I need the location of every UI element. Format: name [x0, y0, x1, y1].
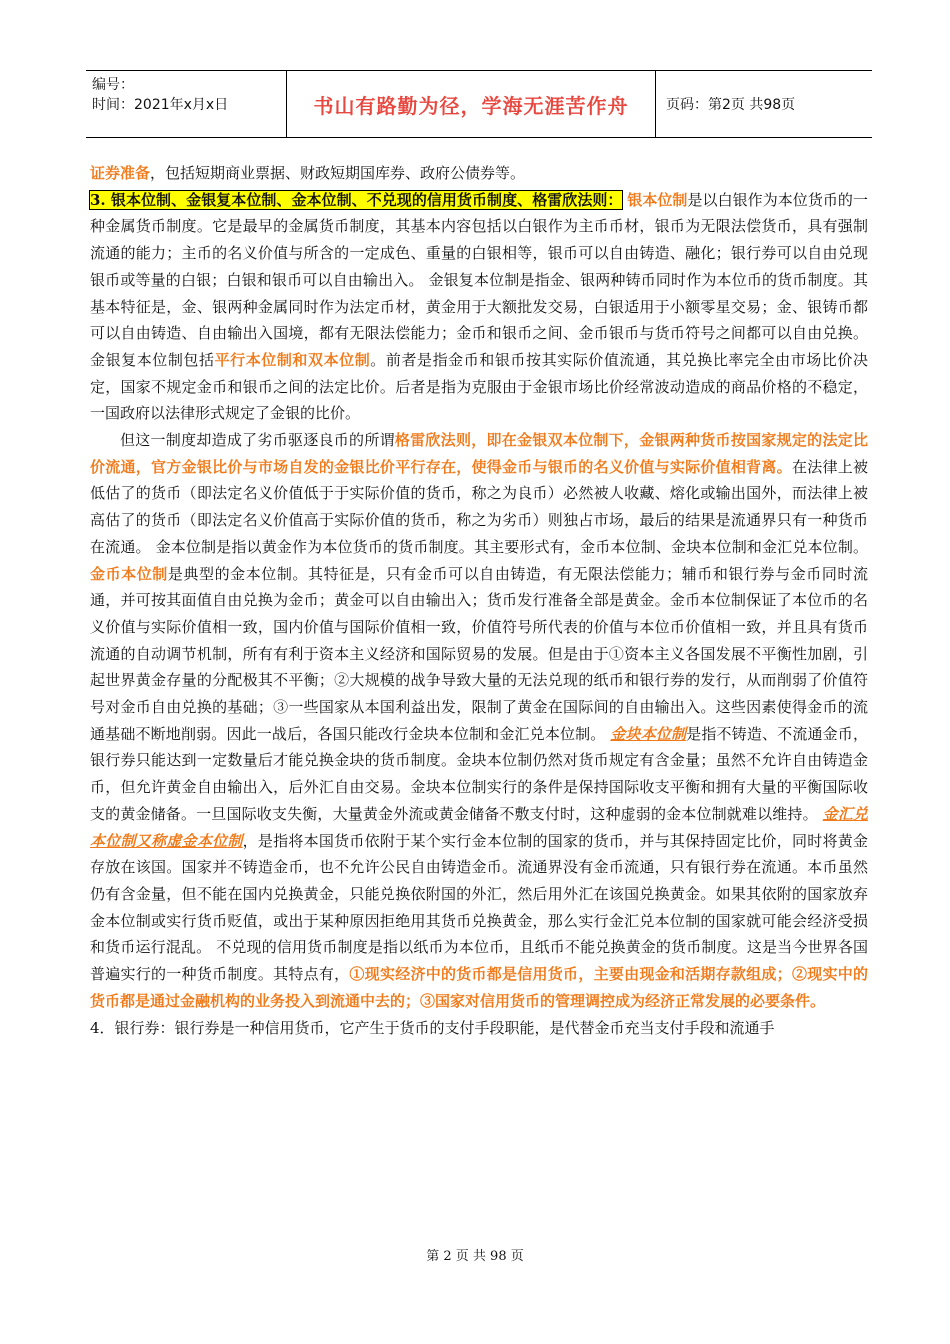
header-page-info: 页码：第2页 共98页	[666, 97, 796, 113]
term-greshams-law: 格雷欣法则，即在金银双本位制下，金银两种货币按国家规定的法定比价流通，官方金银比价与市场自发的金银比价平行存在，使得金币与银币的名义价值与实际价值相背离。	[90, 431, 868, 476]
text-span: ，包括短期商业票据、财政短期国库券、政府公债券等。	[150, 164, 526, 182]
document-number-label: 编号：	[92, 77, 134, 93]
term-securities-reserve: 证券准备	[90, 164, 151, 182]
paragraph-securities	[90, 160, 868, 187]
document-body	[90, 160, 868, 1041]
paragraph-greshams-law	[90, 427, 868, 1014]
term-gold-exchange-standard: 金汇兑本位制又称虚金本位制	[90, 804, 868, 850]
term-parallel-dual-standard: 平行本位制和双本位制	[214, 350, 371, 369]
paragraph-bank-notes: 4．银行券：银行券是一种信用货币，它产生于货币的支付手段职能，是代替金币充当支付手段和流通手	[90, 1018, 775, 1037]
term-gold-coin-standard: 金币本位制	[90, 564, 168, 583]
page-footer: 第 2 页 共 98 页	[426, 1249, 524, 1264]
header-motto: 书山有路勤为径，学海无涯苦作舟	[286, 71, 656, 137]
term-credit-money-features: ①现实经济中的货币都是信用货币，主要由现金和活期存款组成；②现实中的货币都是通过金融机构的业务投入到流通中去的；③国家对信用货币的管理调控成为经济正常发展的必要条件。	[90, 965, 868, 1010]
header-meta	[86, 71, 286, 137]
paragraph-monetary-systems	[90, 187, 868, 427]
text-span: 在法律上被低估了的货币（即法定名义价值低于于实际价值的货币，称之为良币）必然被人收藏、熔化或输出国外，而法律上被高估了的货币（即法定名义价值高于实际价值的货币，称之为劣币）则独占市场，最后的结果是流通界只有一种货币在流通。 金本位制是指以黄金作为本位货币的货币制度。其主要形式有，金币本位制、金块本位制和金汇兑本位制。	[90, 457, 868, 556]
text-span: 是指不铸造、不流通金币，银行券只能达到一定数量后才能兑换金块的货币制度。金块本位制仍然对货币规定有含金量；虽然不允许自由铸造金币，但允许黄金自由输出入，后外汇自由交易。金块本位制实行的条件是保持国际收支平衡和拥有大量的平衡国际收支的黄金储备。一旦国际收支失衡，大量黄金外流或黄金储备不敷支付时，这种虚弱的金本位制就难以维持。	[90, 724, 868, 823]
text-span: 是典型的金本位制。其特征是，只有金币可以自由铸造，有无限法偿能力；辅币和银行券与金币同时流通，并可按其面值自由兑换为金币；黄金可以自由输出入；货币发行准备全部是黄金。金币本位制保证了本位币的名义价值与实际价值相一致，国内价值与国际价值相一致，价值符号所代表的价值与本位币价值相一致，并且具有货币流通的自动调节机制，所有有利于资本主义经济和国际贸易的发展。但是由于①资本主义各国发展不平衡性加剧，引起世界黄金存量的分配极其不平衡；②大规模的战争导致大量的无法兑现的纸币和银行券的发行，从而削弱了价值符号对金币自由兑换的基础；③一些国家从本国利益出发，限制了黄金在国际间的自由输出入。这些因素使得金币的流通基础不断地削弱。因此一战后，各国只能改行金块本位制和金汇兑本位制。	[90, 564, 868, 743]
section-heading-highlight: 3. 银本位制、金银复本位制、金本位制、不兑现的信用货币制度、格雷欣法则：	[90, 190, 623, 209]
text-span: ，是指将本国货币依附于某个实行金本位制的国家的货币，并与其保持固定比价，同时将黄金存放在该国。国家并不铸造金币，也不允许公民自由铸造金币。流通界没有金币流通，只有银行券在流通。本币虽然仍有含金量，但不能在国内兑换黄金，只能兑换依附国的外汇，然后用外汇在该国兑换黄金。如果其依附的国家放弃金本位制或实行货币贬值，或出于某种原因拒绝用其货币兑换黄金，那么实行金汇兑本位制的国家就可能会经济受损和货币运行混乱。 不兑现的信用货币制度是指以纸币为本位币，且纸币不能兑换黄金的货币制度。这是当今世界各国普遍实行的一种货币制度。其特点有，	[90, 831, 868, 984]
text-span: 。前者是指金币和银币按其实际价值流通，其兑换比率完全由市场比价决定，国家不规定金币和银币之间的法定比价。后者是指为克服由于金银市场比价经常波动造成的商品价格的不稳定，一国政府以法律形式规定了金银的比价。	[90, 350, 868, 423]
term-gold-bullion-standard: 金块本位制	[610, 724, 687, 743]
document-time: 时间：2021年x月x日	[92, 97, 229, 113]
term-silver-standard: 银本位制	[627, 190, 688, 209]
page-header	[86, 70, 872, 138]
text-span: 但这一制度却造成了劣币驱逐良币的所谓	[120, 431, 395, 450]
text-span: 是以白银作为本位货币的一种金属货币制度。它是最早的金属货币制度，其基本内容包括以白银作为主币币材，银币为无限法偿货币，具有强制流通的能力；主币的名义价值与所含的一定成色、重量的白银相等，银币可以自由铸造、融化；银行券可以自由兑现银币或等量的白银；白银和银币可以自由输出入。 金银复本位制是指金、银两种铸币同时作为本位币的货币制度。其基本特征是，金、银两种金属同时作为法定币材，黄金用于大额批发交易，白银适用于小额零星交易；金、银铸币都可以自由铸造、自由输出入国境，都有无限法偿能力；金币和银币之间、金币银币与货币符号之间都可以自由兑换。金银复本位制包括	[90, 190, 868, 369]
